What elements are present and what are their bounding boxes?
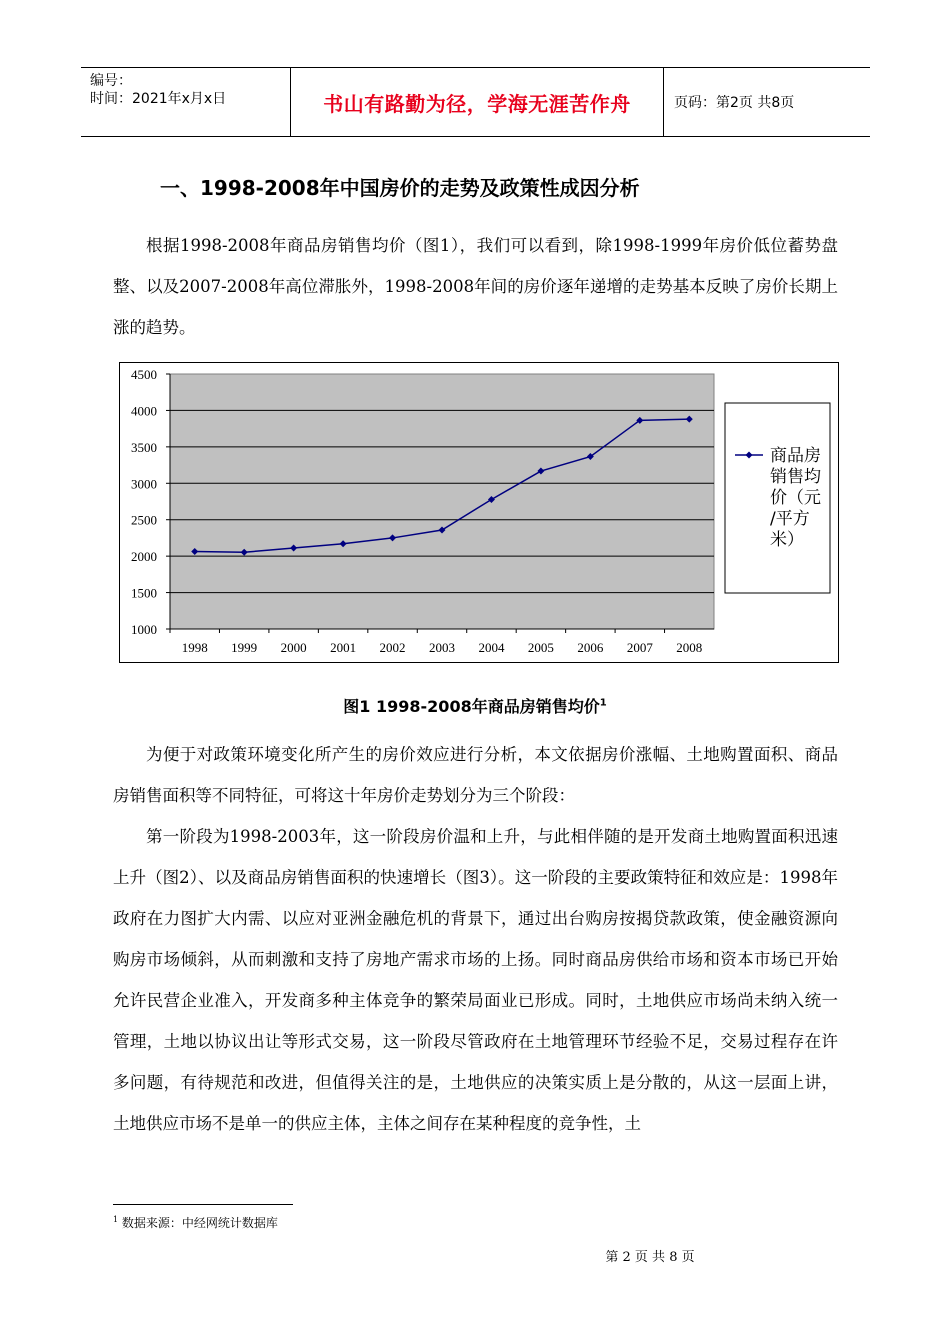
legend-label: /平方 <box>770 509 810 529</box>
plot-area <box>170 374 714 629</box>
header-date-label: 时间：2021年x月x日 <box>90 91 227 107</box>
figure-caption-footnote-ref: 1 <box>599 697 607 709</box>
y-tick-label: 4000 <box>131 403 157 419</box>
price-chart-svg <box>120 363 838 662</box>
legend-label: 米） <box>770 530 804 550</box>
paragraph-3-block <box>113 816 838 1144</box>
document-header <box>81 67 870 137</box>
legend-label: 商品房 <box>770 446 821 466</box>
header-motto: 书山有路勤为径，学海无涯苦作舟 <box>291 68 664 136</box>
price-chart <box>119 362 839 663</box>
footnote-separator <box>113 1204 293 1205</box>
section-title: 一、1998-2008年中国房价的走势及政策性成因分析 <box>160 176 640 200</box>
x-tick-label: 1999 <box>231 640 258 655</box>
page-number: 第 2 页 共 8 页 <box>605 1250 695 1265</box>
footnote <box>113 1214 278 1231</box>
y-tick-label: 3500 <box>131 439 157 455</box>
y-tick-label: 4500 <box>131 367 157 382</box>
figure-caption <box>0 694 950 717</box>
x-tick-label: 2000 <box>280 640 307 655</box>
header-page-code: 页码：第2页 共8页 <box>674 95 795 111</box>
footnote-text: 数据来源：中经网统计数据库 <box>121 1216 278 1230</box>
x-tick-label: 2001 <box>330 640 357 655</box>
figure-caption-text: 图1 1998-2008年商品房销售均价 <box>343 697 600 716</box>
y-tick-label: 2500 <box>131 512 157 528</box>
x-tick-label: 2008 <box>676 640 703 655</box>
footnote-mark: 1 <box>113 1215 119 1224</box>
paragraph-1: 根据1998-2008年商品房销售均价（图1），我们可以看到，除1998-1999年房价低位蓄势盘整、以及2007-2008年高位滞胀外，1998-2008年间的房价逐年递增的走势基本反映了房价长期上涨的趋势。 <box>113 236 838 337</box>
paragraph-2: 为便于对政策环境变化所产生的房价效应进行分析，本文依据房价涨幅、土地购置面积、商品房销售面积等不同特征，可将这十年房价走势划分为三个阶段： <box>113 745 838 805</box>
header-number-label: 编号： <box>90 73 132 89</box>
x-tick-label: 2006 <box>577 640 604 655</box>
paragraph-2-block <box>113 734 838 816</box>
paragraph-3: 第一阶段为1998-2003年，这一阶段房价温和上升，与此相伴随的是开发商土地购置面积迅速上升（图2）、以及商品房销售面积的快速增长（图3）。这一阶段的主要政策特征和效应是：1998年政府在力图扩大内需、以应对亚洲金融危机的背景下，通过出台购房按揭贷款政策，使金融资源向购房市场倾斜，从而刺激和支持了房地产需求市场的上扬。同时商品房供给市场和资本市场已开始允许民营企业准入，开发商多种主体竞争的繁荣局面业已形成。同时，土地供应市场尚未纳入统一管理，土地以协议出让等形式交易，这一阶段尽管政府在土地管理环节经验不足，交易过程存在许多问题，有待规范和改进，但值得关注的是，土地供应的决策实质上是分散的，从这一层面上讲，土地供应市场不是单一的供应主体，主体之间存在某种程度的竞争性，土 <box>113 827 838 1133</box>
x-tick-label: 2007 <box>626 640 653 655</box>
x-tick-label: 2004 <box>478 640 505 655</box>
x-tick-label: 2005 <box>527 640 554 655</box>
x-tick-label: 2002 <box>379 640 406 655</box>
y-tick-label: 2000 <box>131 549 157 565</box>
legend-label: 销售均 <box>770 467 821 487</box>
y-tick-label: 1500 <box>131 585 157 601</box>
legend-label: 价（元 <box>770 488 821 508</box>
paragraph-1-block <box>113 225 838 348</box>
x-tick-label: 2003 <box>429 640 455 655</box>
x-tick-label: 1998 <box>181 640 208 655</box>
y-tick-label: 3000 <box>131 476 157 492</box>
header-meta <box>81 68 291 136</box>
y-tick-label: 1000 <box>131 622 157 637</box>
